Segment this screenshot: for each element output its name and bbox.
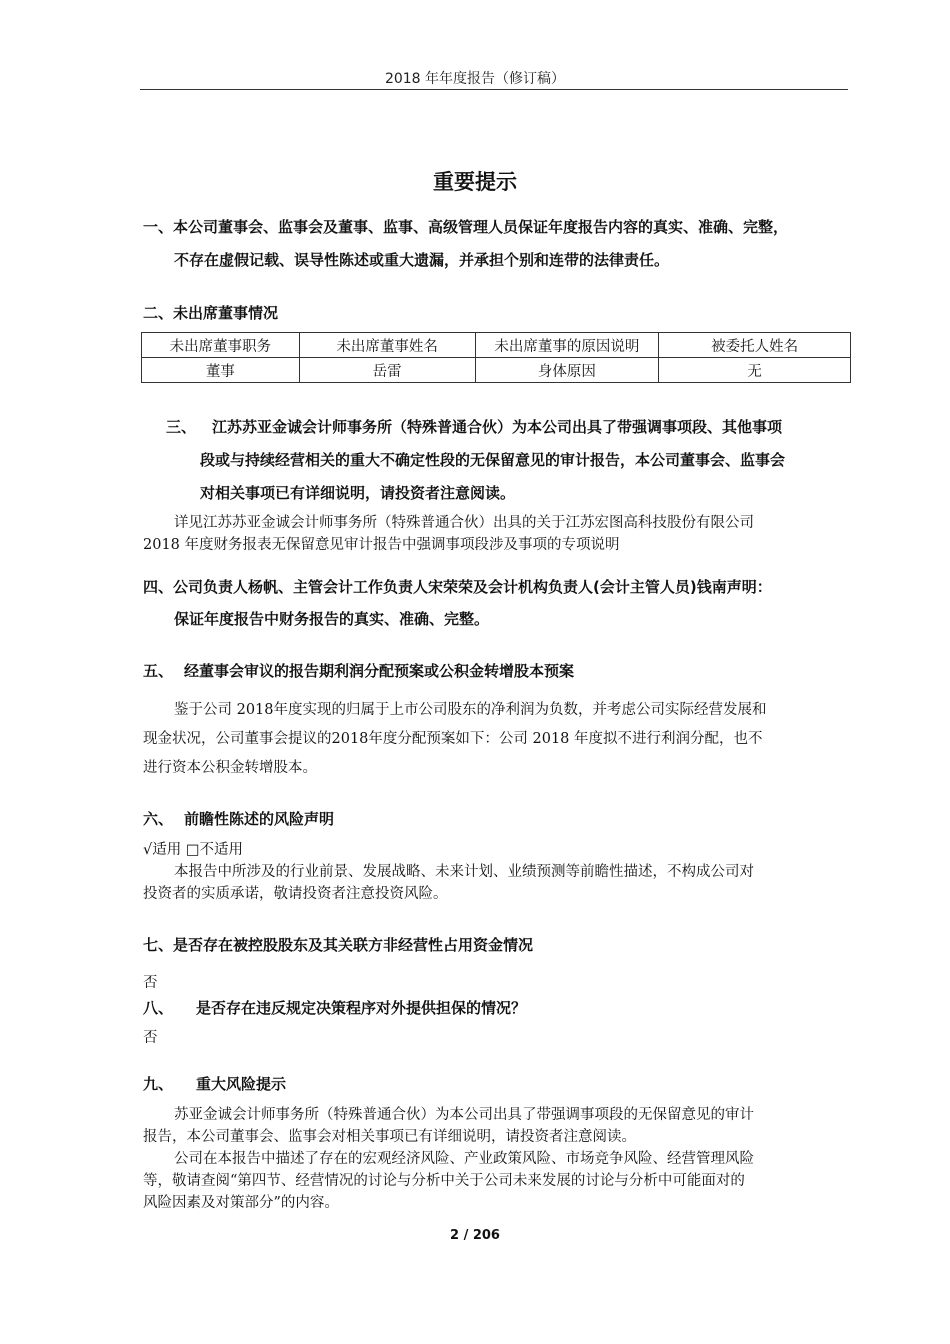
section-8-number: 八、 [143,999,174,1017]
section-8-answer: 否 [143,1030,158,1046]
section-2-heading: 二、未出席董事情况 [143,304,279,322]
section-5-heading: 经董事会审议的报告期利润分配预案或公积金转增股本预案 [184,662,575,680]
section-6-number: 六、 [143,810,174,828]
table-header-cell: 未出席董事职务 [142,333,300,358]
section-7-answer: 否 [143,975,158,991]
table-cell: 岳雷 [299,358,475,383]
section-3-detail-2: 2018 年度财务报表无保留意见审计报告中强调事项段涉及事项的专项说明 [143,537,620,553]
page-title: 重要提示 [433,170,517,194]
section-3-number: 三、 [166,418,197,436]
section-9-paragraph-2: 报告，本公司董事会、监事会对相关事项已有详细说明，请投资者注意阅读。 [143,1129,636,1145]
absent-directors-table [141,332,851,383]
section-9-paragraph-1: 苏亚金诚会计师事务所（特殊普通合伙）为本公司出具了带强调事项段的无保留意见的审计 [174,1107,754,1123]
table-header-cell: 被委托人姓名 [659,333,851,358]
section-5-number: 五、 [143,662,174,680]
section-6-paragraph-1: 本报告中所涉及的行业前景、发展战略、未来计划、业绩预测等前瞻性描述，不构成公司对 [174,864,754,880]
table-header-row [142,333,851,358]
section-9-number: 九、 [143,1075,174,1093]
section-3-line-3: 对相关事项已有详细说明，请投资者注意阅读。 [200,484,516,502]
section-9-paragraph-4: 等，敬请查阅“第四节、经营情况的讨论与分析中关于公司未来发展的讨论与分析中可能面对的 [143,1173,745,1189]
table-cell: 无 [659,358,851,383]
section-3-detail-1: 详见江苏苏亚金诚会计师事务所（特殊普通合伙）出具的关于江苏宏图高科技股份有限公司 [174,515,754,531]
section-9-paragraph-3: 公司在本报告中描述了存在的宏观经济风险、产业政策风险、市场竞争风险、经营管理风险 [174,1151,754,1167]
section-8-heading: 是否存在违反规定决策程序对外提供担保的情况？ [196,999,527,1017]
section-9-paragraph-5: 风险因素及对策部分”的内容。 [143,1195,339,1211]
section-5-paragraph-2: 现金状况，公司董事会提议的2018年度分配预案如下：公司 2018 年度拟不进行利润分配，也不 [143,731,763,747]
page-number: 2 / 206 [450,1228,500,1243]
section-1-line-1: 一、本公司董事会、监事会及董事、监事、高级管理人员保证年度报告内容的真实、准确、完整， [143,218,789,236]
section-1-line-2: 不存在虚假记载、误导性陈述或重大遗漏，并承担个别和连带的法律责任。 [174,251,670,269]
section-5-paragraph-1: 鉴于公司 2018年度实现的归属于上市公司股东的净利润为负数，并考虑公司实际经营发展和 [174,702,767,718]
table-cell: 身体原因 [475,358,659,383]
section-5-paragraph-3: 进行资本公积金转增股本。 [143,760,317,776]
table-cell: 董事 [142,358,300,383]
running-header: 2018 年年度报告（修订稿） [384,71,566,87]
section-4-line-2: 保证年度报告中财务报告的真实、准确、完整。 [174,610,490,628]
table-header-cell: 未出席董事的原因说明 [475,333,659,358]
applicable-checkbox-line: √适用 □不适用 [143,842,244,858]
section-6-paragraph-2: 投资者的实质承诺，敬请投资者注意投资风险。 [143,886,448,902]
section-7-heading: 七、是否存在被控股股东及其关联方非经营性占用资金情况 [143,936,534,954]
table-header-cell: 未出席董事姓名 [299,333,475,358]
section-3-line-1: 江苏苏亚金诚会计师事务所（特殊普通合伙）为本公司出具了带强调事项段、其他事项 [212,418,783,436]
table-row [142,358,851,383]
section-4-line-1: 四、公司负责人杨帆、主管会计工作负责人宋荣荣及会计机构负责人(会计主管人员)钱南声明： [143,578,772,596]
header-rule [140,89,848,90]
section-9-heading: 重大风险提示 [196,1075,287,1093]
section-3-line-2: 段或与持续经营相关的重大不确定性段的无保留意见的审计报告，本公司董事会、监事会 [200,451,786,469]
section-6-heading: 前瞻性陈述的风险声明 [184,810,335,828]
